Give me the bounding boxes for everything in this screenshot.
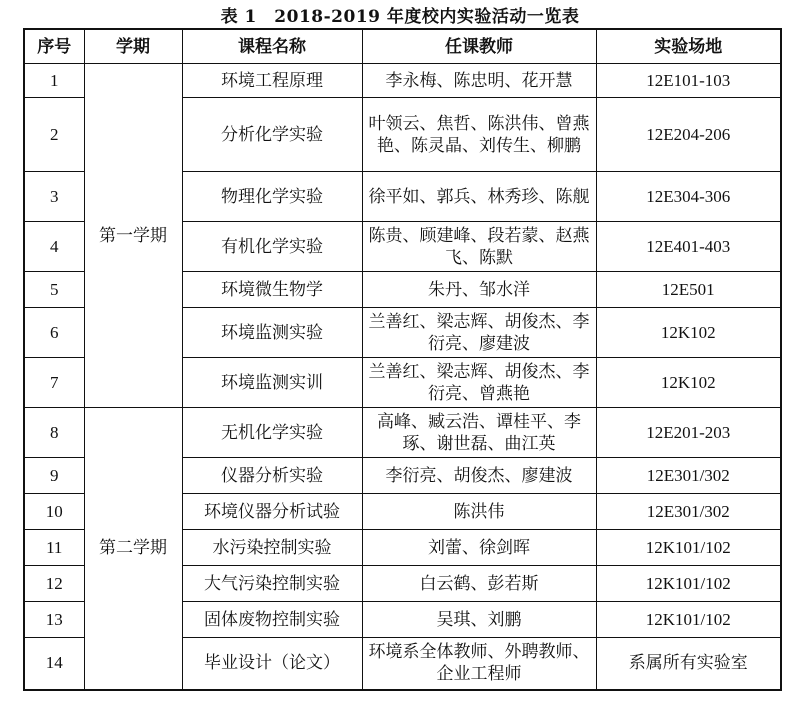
table-row: [24, 64, 781, 98]
teacher-cell: 兰善红、梁志辉、胡俊杰、李衍亮、曾燕艳: [362, 358, 596, 408]
header-room: 实验场地: [596, 29, 781, 64]
semester-cell: 第一学期: [84, 64, 182, 408]
room-cell: 12E301/302: [596, 494, 781, 530]
header-row: [24, 29, 781, 64]
teacher-cell: 朱丹、邹水洋: [362, 272, 596, 308]
row-no: 2: [24, 98, 84, 172]
room-cell: 12K101/102: [596, 530, 781, 566]
course-name: 有机化学实验: [182, 222, 362, 272]
row-no: 4: [24, 222, 84, 272]
row-no: 7: [24, 358, 84, 408]
room-cell: 12E204-206: [596, 98, 781, 172]
teacher-cell: 高峰、臧云浩、谭桂平、李琢、谢世磊、曲江英: [362, 408, 596, 458]
room-cell: 12E501: [596, 272, 781, 308]
row-no: 6: [24, 308, 84, 358]
row-no: 9: [24, 458, 84, 494]
row-no: 14: [24, 638, 84, 690]
row-no: 10: [24, 494, 84, 530]
header-no: 序号: [24, 29, 84, 64]
teacher-cell: 白云鹤、彭若斯: [362, 566, 596, 602]
course-name: 水污染控制实验: [182, 530, 362, 566]
course-name: 仪器分析实验: [182, 458, 362, 494]
course-name: 环境监测实验: [182, 308, 362, 358]
course-name: 无机化学实验: [182, 408, 362, 458]
room-cell: 12K102: [596, 358, 781, 408]
semester-cell: 第二学期: [84, 408, 182, 690]
row-no: 5: [24, 272, 84, 308]
room-cell: 12E401-403: [596, 222, 781, 272]
teacher-cell: 叶领云、焦哲、陈洪伟、曾燕艳、陈灵晶、刘传生、柳鹏: [362, 98, 596, 172]
table-caption: 表 1 2018-2019 年度校内实验活动一览表: [220, 7, 580, 27]
course-name: 环境仪器分析试验: [182, 494, 362, 530]
room-cell: 12K102: [596, 308, 781, 358]
teacher-cell: 陈贵、顾建峰、段若蒙、赵燕飞、陈默: [362, 222, 596, 272]
header-course: 课程名称: [182, 29, 362, 64]
header-semester: 学期: [84, 29, 182, 64]
course-name: 环境监测实训: [182, 358, 362, 408]
teacher-cell: 徐平如、郭兵、林秀珍、陈舰: [362, 172, 596, 222]
room-cell: 系属所有实验室: [596, 638, 781, 690]
course-name: 固体废物控制实验: [182, 602, 362, 638]
teacher-cell: 刘蕾、徐剑晖: [362, 530, 596, 566]
room-cell: 12K101/102: [596, 566, 781, 602]
course-name: 大气污染控制实验: [182, 566, 362, 602]
room-cell: 12E201-203: [596, 408, 781, 458]
table-row: [24, 408, 781, 458]
teacher-cell: 兰善红、梁志辉、胡俊杰、李衍亮、廖建波: [362, 308, 596, 358]
teacher-cell: 陈洪伟: [362, 494, 596, 530]
course-name: 环境微生物学: [182, 272, 362, 308]
teacher-cell: 环境系全体教师、外聘教师、企业工程师: [362, 638, 596, 690]
course-name: 毕业设计（论文）: [182, 638, 362, 690]
experiment-table: [23, 28, 782, 691]
row-no: 3: [24, 172, 84, 222]
room-cell: 12E301/302: [596, 458, 781, 494]
row-no: 12: [24, 566, 84, 602]
course-name: 环境工程原理: [182, 64, 362, 98]
row-no: 13: [24, 602, 84, 638]
room-cell: 12K101/102: [596, 602, 781, 638]
row-no: 8: [24, 408, 84, 458]
row-no: 1: [24, 64, 84, 98]
teacher-cell: 李衍亮、胡俊杰、廖建波: [362, 458, 596, 494]
row-no: 11: [24, 530, 84, 566]
room-cell: 12E304-306: [596, 172, 781, 222]
room-cell: 12E101-103: [596, 64, 781, 98]
header-teacher: 任课教师: [362, 29, 596, 64]
course-name: 分析化学实验: [182, 98, 362, 172]
teacher-cell: 吴琪、刘鹏: [362, 602, 596, 638]
teacher-cell: 李永梅、陈忠明、花开慧: [362, 64, 596, 98]
course-name: 物理化学实验: [182, 172, 362, 222]
